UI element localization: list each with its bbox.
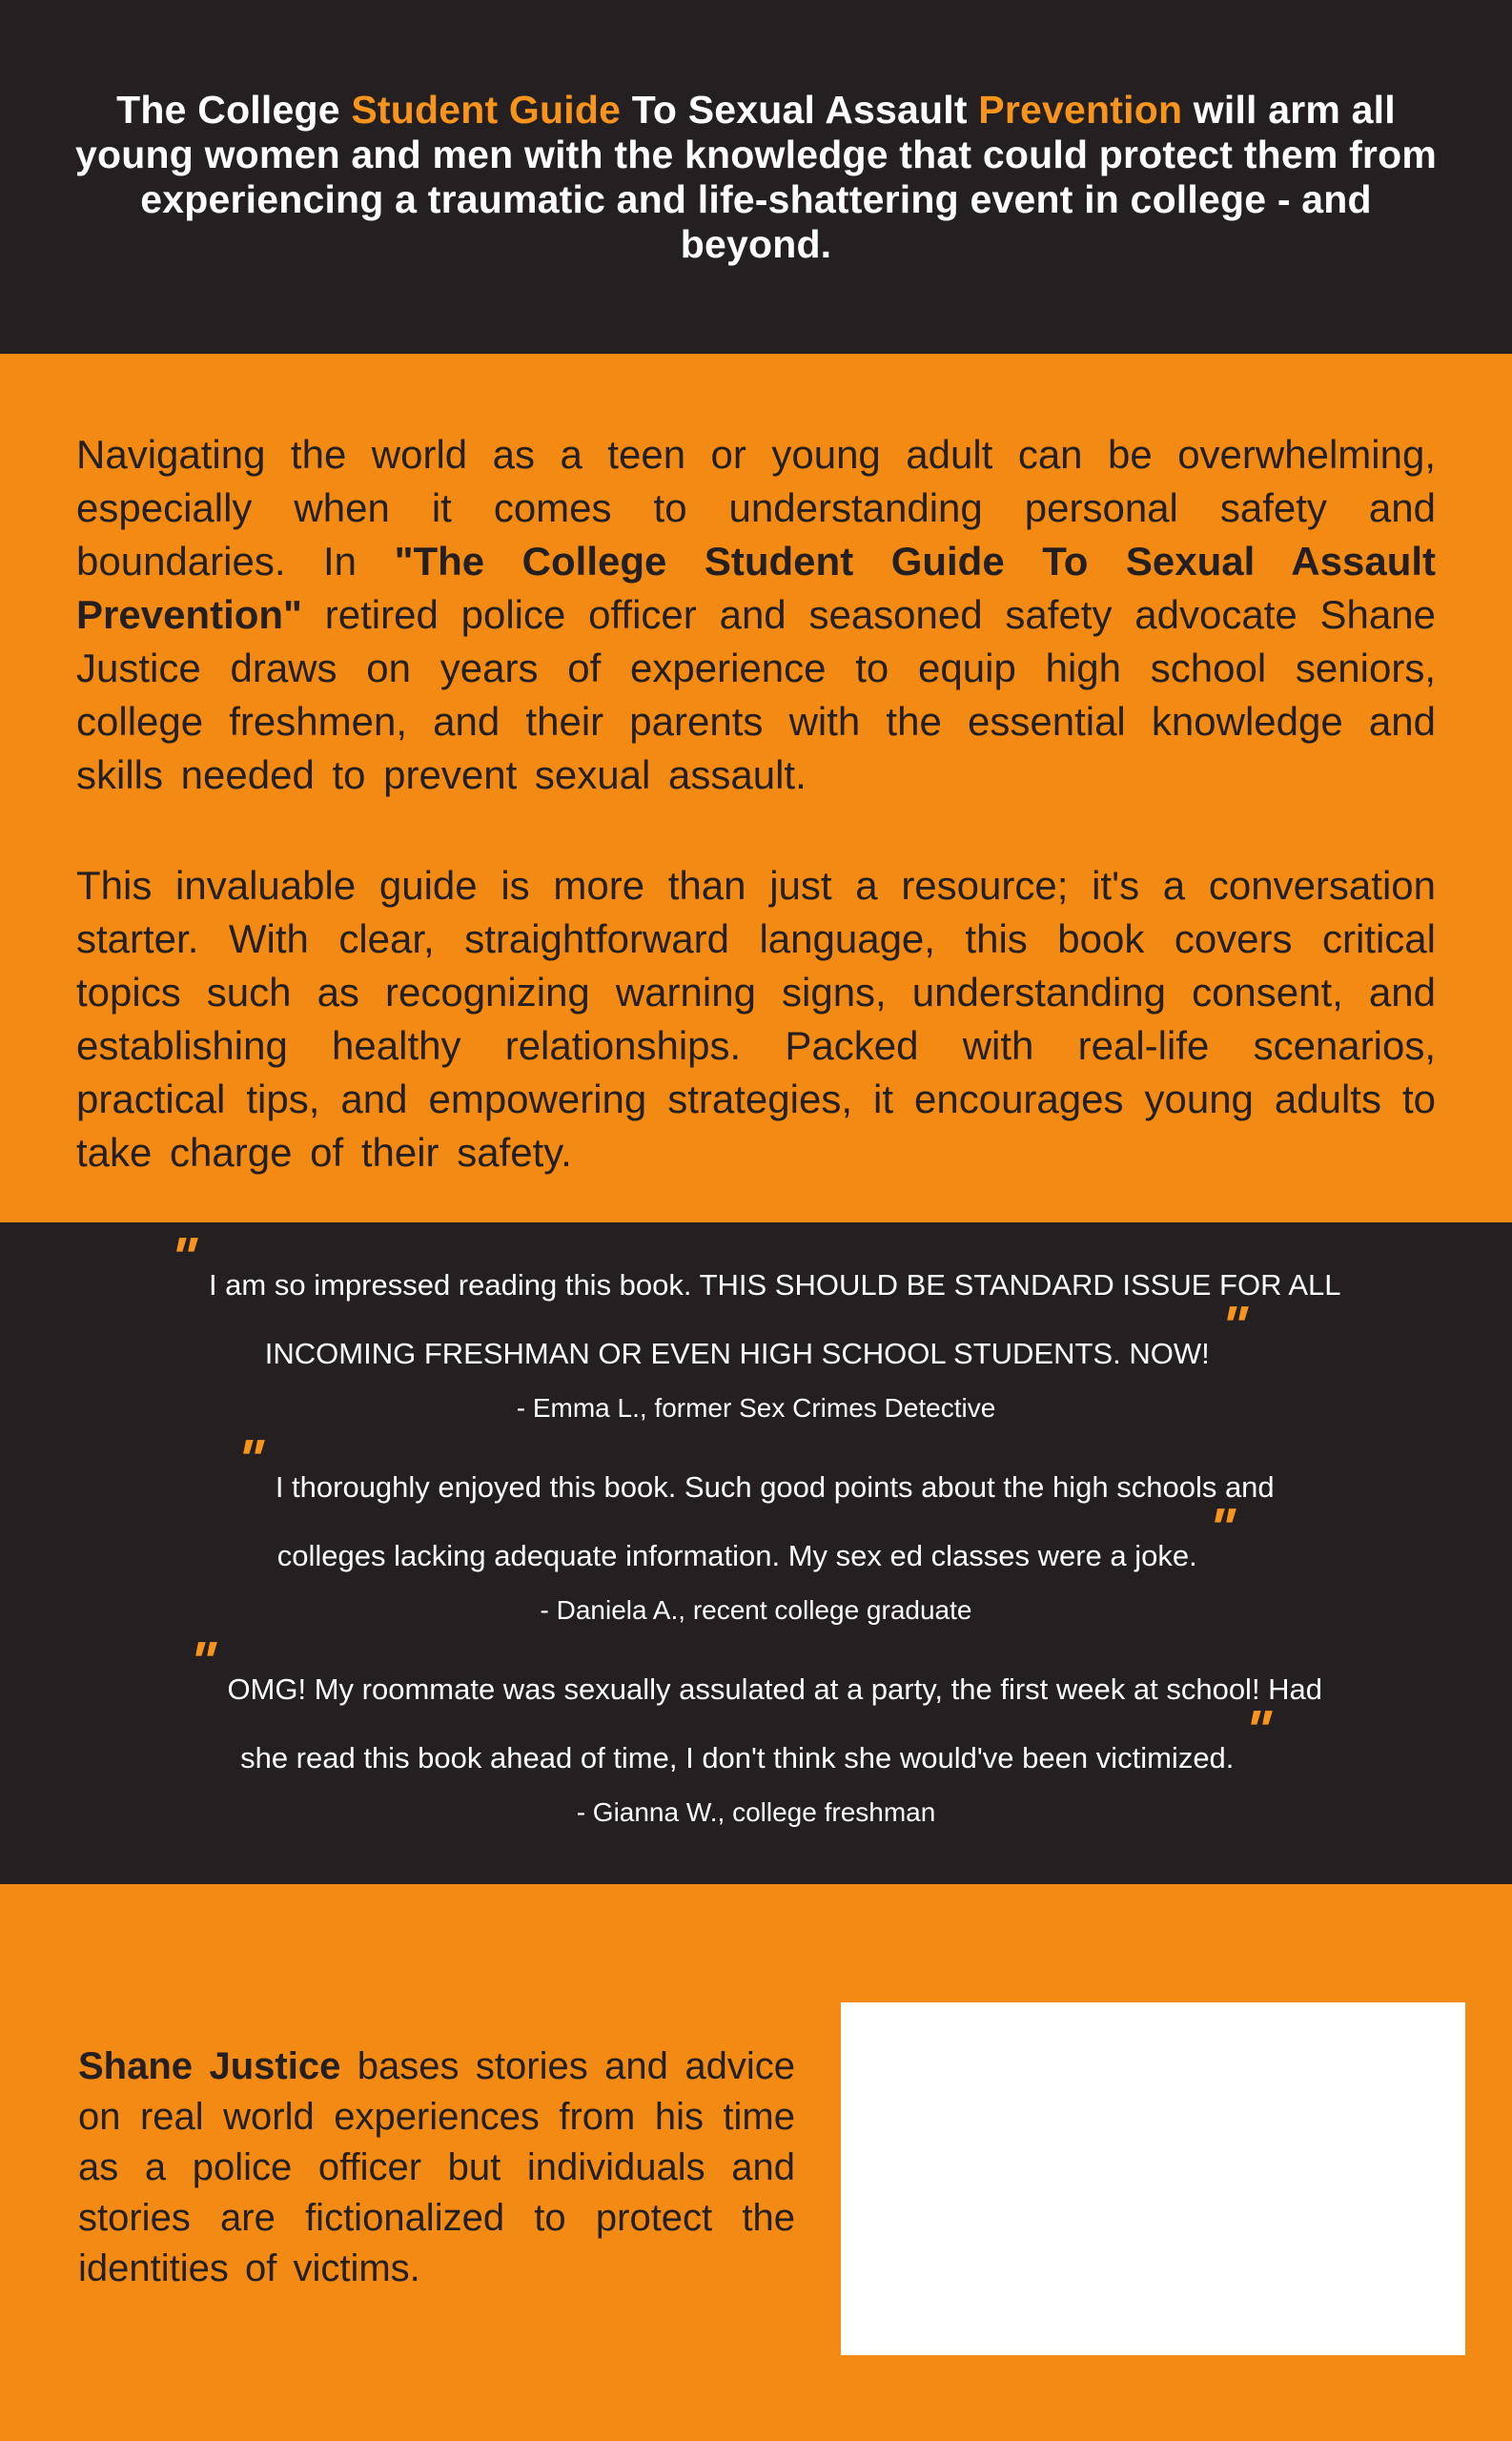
testimonial-1-line-1: I am so impressed reading this book. THIS SHOULD BE STANDARD ISSUE FOR ALL: [208, 1268, 1341, 1302]
intro-paragraph-1: [76, 428, 1436, 802]
testimonial-2-attribution: - Daniela A., recent college graduate: [540, 1595, 972, 1625]
testimonial-1-quote: " I am so impressed reading this book. THIS SHOULD BE STANDARD ISSUE FOR ALL INCOMING FRESHMAN OR EVEN HIGH SCHOOL STUDENTS. NOW!": [163, 1226, 1341, 1370]
author-photo-placeholder: [841, 2002, 1465, 2355]
testimonial-2-line-1: I thoroughly enjoyed this book. Such good points about the high schools and: [275, 1470, 1275, 1504]
testimonial-1: [53, 1226, 1459, 1425]
testimonial-1-line-2: INCOMING FRESHMAN OR EVEN HIGH SCHOOL STUDENTS. NOW!: [264, 1337, 1210, 1370]
testimonial-3-line-1: OMG! My roommate was sexually assulated at a party, the first week at school! Had: [227, 1672, 1323, 1706]
headline-part-5: will arm all young women and men with the knowledge that could protect them from experiencing a traumatic and life-shattering event in college - and beyond.: [75, 87, 1437, 266]
testimonial-1-attribution: - Emma L., former Sex Crimes Detective: [516, 1393, 996, 1423]
headline-part-1: The College: [116, 87, 352, 132]
testimonial-3-quote: " OMG! My roommate was sexually assulated at a party, the first week at school! Had she read this book ahead of time, I don't think she would've been victimized.": [181, 1631, 1323, 1774]
intro-p1-book-title: "The College Student Guide To Sexual Assault Prevention": [76, 539, 1436, 637]
headline-band: [0, 0, 1512, 354]
author-name: Shane Justice: [78, 2045, 341, 2087]
author-band: [0, 1884, 1512, 2441]
testimonial-3-attribution: - Gianna W., college freshman: [576, 1797, 936, 1827]
headline-accent-prevention: Prevention: [978, 87, 1183, 132]
testimonial-3-line-2: she read this book ahead of time, I don't think she would've been victimized.: [240, 1741, 1235, 1774]
intro-band: [0, 354, 1512, 1222]
headline-accent-student-guide: Student Guide: [351, 87, 622, 132]
testimonial-2-line-2: colleges lacking adequate information. My sex ed classes were a joke.: [276, 1539, 1197, 1572]
author-bio-text: bases stories and advice on real world experiences from his time as a police officer but individuals and stories are fictionalized to protect the identities of victims.: [78, 2045, 795, 2289]
intro-p1-part-1: Navigating the world as a teen or young adult can be overwhelming, especially when it comes to understanding personal safety and boundaries. In: [76, 432, 1436, 584]
testimonial-2-quote: " I thoroughly enjoyed this book. Such good points about the high schools and colleges lacking adequate information. My sex ed classes were a joke.": [230, 1428, 1275, 1572]
testimonial-3: [53, 1631, 1459, 1829]
headline-part-3: To Sexual Assault: [621, 87, 979, 132]
testimonial-2: [53, 1428, 1459, 1627]
testimonials-band: [0, 1222, 1512, 1884]
headline-text: [68, 88, 1444, 267]
author-bio: [78, 1884, 795, 2294]
intro-paragraph-2: This invaluable guide is more than just a resource; it's a conversation starter. With clear, straightforward language, this book covers critical topics such as recognizing warning signs, understanding consent, and establishing healthy relationships. Packed with real-life scenarios, practical tips, and empowering strategies, it encourages young adults to take charge of their safety.: [76, 863, 1436, 1175]
intro-p1-part-3: retired police officer and seasoned safety advocate Shane Justice draws on years of experience to equip high school seniors, college freshmen, and their parents with the essential knowledge and skills needed to prevent sexual assault.: [76, 592, 1436, 797]
